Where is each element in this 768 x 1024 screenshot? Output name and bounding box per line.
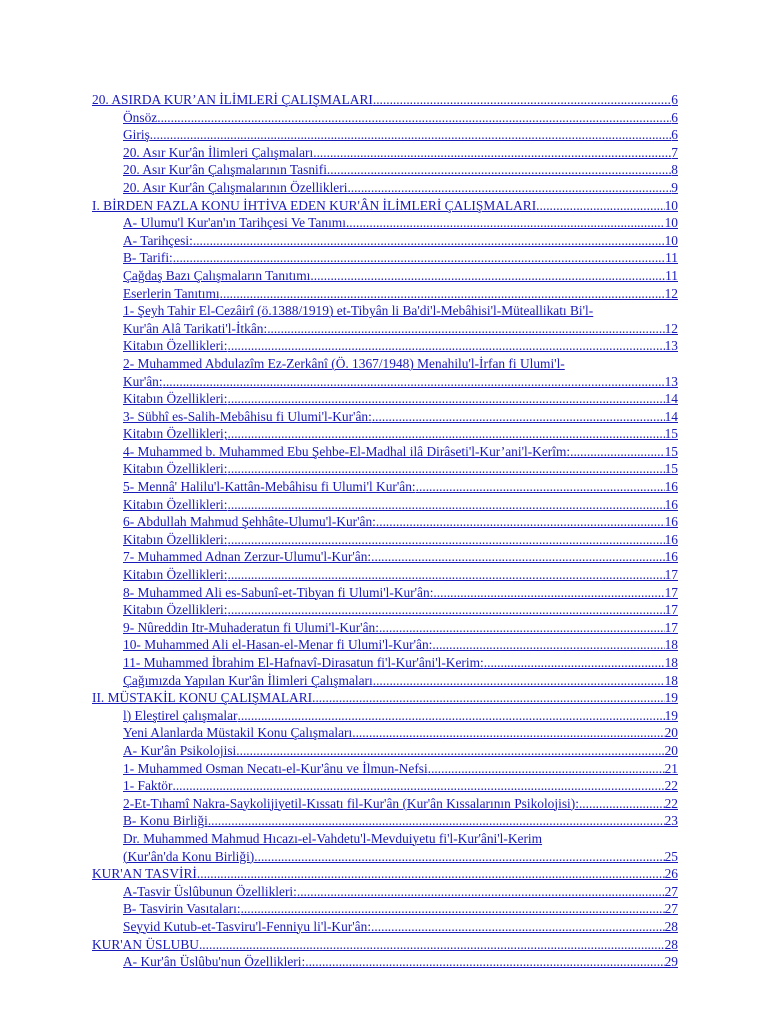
toc-entry-page: 29: [664, 954, 678, 970]
toc-leader-dots: [297, 883, 665, 901]
toc-entry[interactable]: [92, 496, 678, 514]
toc-leader-dots: [484, 654, 665, 672]
toc-entry-title: 3- Sübhî es-Salih-Mebâhisu fi Ulumi'l-Kur'ân:: [123, 408, 372, 424]
toc-entry[interactable]: [92, 285, 678, 303]
toc-entry[interactable]: [92, 830, 678, 848]
toc-leader-dots: [236, 742, 664, 760]
toc-entry-title: 20. Asır Kur'ân Çalışmalarının Tasnifi: [123, 162, 327, 178]
toc-entry[interactable]: [92, 91, 678, 109]
toc-entry-page: 15: [664, 461, 678, 477]
toc-entry-title: Yeni Alanlarda Müstakil Konu Çalışmaları: [123, 725, 353, 741]
toc-entry-page: 23: [664, 813, 678, 829]
toc-entry[interactable]: [92, 197, 678, 215]
toc-entry-page: 14: [664, 408, 678, 424]
toc-entry-title: 6- Abdullah Mahmud Şehhâte-Ulumu'l-Kur'ân:: [123, 514, 376, 530]
toc-entry[interactable]: [92, 812, 678, 830]
toc-entry-page: 18: [664, 655, 678, 670]
toc-entry[interactable]: [92, 249, 678, 267]
toc-entry[interactable]: [92, 355, 678, 373]
toc-entry-page: 11: [665, 250, 678, 266]
toc-entry-page: 17: [664, 619, 678, 635]
toc-entry-title: 8- Muhammed Ali es-Sabunî-et-Tibyan fi Ulumi'l-Kur'ân:: [123, 584, 434, 600]
toc-leader-dots: [371, 548, 664, 566]
toc-entry-page: 18: [664, 637, 678, 653]
toc-entry-page: 8: [671, 162, 678, 178]
toc-entry-title: 20. Asır Kur'ân Çalışmalarının Özellikleri: [123, 179, 348, 195]
toc-leader-dots: [267, 320, 664, 338]
toc-entry[interactable]: [92, 601, 678, 619]
toc-leader-dots: [373, 672, 665, 690]
toc-entry[interactable]: [92, 953, 678, 971]
toc-entry-title: Kitabın Özellikleri:: [123, 496, 228, 512]
toc-leader-dots: [228, 601, 665, 619]
toc-entry-page: 11: [665, 267, 678, 283]
toc-entry[interactable]: [92, 742, 678, 760]
toc-entry-page: 22: [664, 795, 678, 811]
toc-entry[interactable]: [92, 760, 678, 778]
toc-leader-dots: [220, 285, 665, 303]
toc-entry[interactable]: [92, 689, 678, 707]
toc-entry-page: 27: [664, 883, 678, 899]
toc-entry[interactable]: [92, 724, 678, 742]
toc-entry[interactable]: [92, 320, 678, 338]
toc-entry-title: 1- Faktör: [123, 778, 173, 794]
toc-entry-title: B- Konu Birliği: [123, 813, 208, 829]
toc-entry-title: Dr. Muhammed Mahmud Hıcazı-el-Vahdetu'l-Mevduiyetu fi'l-Kur'âni'l-Kerim: [123, 830, 543, 846]
toc-entry-page: 25: [664, 848, 678, 864]
toc-entry-page: 27: [664, 901, 678, 917]
toc-entry-page: 17: [664, 567, 678, 583]
toc-entry[interactable]: [92, 373, 678, 391]
toc-entry-title: I. BİRDEN FAZLA KONU İHTİVA EDEN KUR'ÂN İLİMLERİ ÇALIŞMALARI: [92, 197, 537, 213]
toc-entry-page: 16: [664, 549, 678, 565]
toc-leader-dots: [199, 936, 665, 954]
toc-entry-page: 7: [671, 144, 678, 160]
toc-entry[interactable]: [92, 408, 678, 426]
toc-leader-dots: [228, 566, 665, 584]
toc-leader-dots: [428, 760, 665, 778]
toc-leader-dots: [228, 390, 665, 408]
toc-leader-dots: [312, 689, 665, 707]
toc-leader-dots: [347, 179, 671, 197]
toc-entry-title: A- Ulumu'l Kur'an'ın Tarihçesi Ve Tanımı: [123, 215, 346, 231]
toc-leader-dots: [197, 865, 665, 883]
toc-entry-title: 1- Muhammed Osman Necatı-el-Kur'ânu ve İlmun-Nefsi: [123, 760, 428, 776]
toc-entry[interactable]: [92, 636, 678, 654]
toc-entry[interactable]: [92, 672, 678, 690]
toc-entry[interactable]: [92, 707, 678, 725]
toc-entry-page: 15: [664, 443, 678, 459]
toc-entry[interactable]: [92, 267, 678, 285]
toc-entry[interactable]: [92, 478, 678, 496]
toc-leader-dots: [208, 812, 665, 830]
toc-entry-page: 18: [664, 672, 678, 688]
toc-entry-page: 19: [664, 707, 678, 723]
toc-entry-title: Giriş: [123, 127, 150, 143]
toc-leader-dots: [228, 337, 665, 355]
toc-entry[interactable]: [92, 654, 678, 672]
toc-entry-page: 20: [664, 742, 678, 758]
toc-leader-dots: [432, 636, 664, 654]
toc-entry-title: 9- Nûreddin Itr-Muhaderatun fi Ulumi'l-Kur'ân:: [123, 619, 379, 635]
toc-entry-title: KUR'AN ÜSLUBU: [92, 936, 199, 952]
toc-entry[interactable]: [92, 936, 678, 954]
toc-entry-page: 16: [664, 531, 678, 547]
toc-leader-dots: [173, 249, 665, 267]
toc-leader-dots: [310, 267, 665, 285]
toc-entry-page: 28: [664, 936, 678, 952]
toc-leader-dots: [416, 478, 665, 496]
toc-entry[interactable]: [92, 918, 678, 936]
toc-entry-page: 15: [664, 426, 678, 442]
toc-entry[interactable]: [92, 531, 678, 549]
toc-entry-page: 10: [664, 197, 678, 213]
toc-entry-page: 19: [664, 690, 678, 706]
toc-entry-title: 4- Muhammed b. Muhammed Ebu Şehbe-El-Madhal ilâ Dirâseti'l-Kur’ani'l-Kerîm:: [123, 443, 571, 459]
toc-entry[interactable]: [92, 883, 678, 901]
toc-entry[interactable]: [92, 566, 678, 584]
toc-entry-page: 21: [664, 760, 678, 776]
toc-entry-title: Kitabın Özellikleri:: [123, 338, 228, 354]
toc-leader-dots: [570, 443, 665, 461]
toc-entry-page: 6: [671, 127, 678, 143]
toc-entry-page: 16: [664, 479, 678, 495]
toc-leader-dots: [371, 918, 665, 936]
toc-leader-dots: [373, 91, 671, 109]
toc-entry-title: 20. ASIRDA KUR’AN İLİMLERİ ÇALIŞMALARI: [92, 92, 373, 107]
toc-entry[interactable]: [92, 425, 678, 443]
toc-entry-page: 17: [664, 602, 678, 618]
toc-entry-title: Kur'ân:: [123, 373, 163, 389]
toc-entry-title: 7- Muhammed Adnan Zerzur-Ulumu'l-Kur'ân:: [123, 549, 372, 565]
toc-entry[interactable]: [92, 795, 678, 813]
toc-leader-dots: [346, 214, 665, 232]
toc-entry-title: Kitabın Özellikleri:: [123, 531, 228, 547]
toc-entry[interactable]: [92, 900, 678, 918]
toc-entry[interactable]: [92, 144, 678, 162]
toc-leader-dots: [536, 197, 664, 215]
toc-leader-dots: [372, 408, 665, 426]
toc-entry[interactable]: [92, 443, 678, 461]
toc-entry-page: 16: [664, 496, 678, 512]
toc-entry-title: II. MÜSTAKİL KONU ÇALIŞMALARI: [92, 690, 313, 706]
toc-entry-title: 2-Et-Tıhamî Nakra-Saykolijiyetil-Kıssatı fil-Kur'ân (Kur'ân Kıssalarının Psikolojisi):: [123, 795, 579, 811]
toc-entry[interactable]: [92, 584, 678, 602]
toc-entry-title: 11- Muhammed İbrahim El-Hafnavî-Dirasatun fi'l-Kur'âni'l-Kerim:: [123, 655, 484, 670]
toc-leader-dots: [379, 619, 665, 637]
toc-leader-dots: [228, 425, 665, 443]
toc-leader-dots: [433, 584, 664, 602]
toc-entry-title: Kitabın Özellikleri:: [123, 391, 228, 407]
toc-entry-title: B- Tarifi:: [123, 250, 173, 266]
toc-entry-title: l) Eleştirel çalışmalar: [123, 707, 238, 723]
toc-entry[interactable]: [92, 390, 678, 408]
toc-entry-page: 6: [671, 92, 678, 107]
toc-entry-title: 5- Mennâ' Halilu'l-Kattân-Mebâhisu fi Ulumi'l Kur'ân:: [123, 479, 416, 495]
toc-entry-title: Kur'ân Alâ Tarikati'l-İtkân:: [123, 320, 268, 336]
toc-entry-page: 26: [664, 866, 678, 882]
toc-leader-dots: [579, 795, 665, 813]
toc-entry-title: Kitabın Özellikleri:: [123, 567, 228, 583]
toc-entry[interactable]: [92, 179, 678, 197]
toc-entry[interactable]: [92, 109, 678, 127]
toc-entry-title: Eserlerin Tanıtımı: [123, 285, 220, 301]
toc-entry-page: 10: [664, 232, 678, 248]
toc-entry-page: 20: [664, 725, 678, 741]
toc-leader-dots: [228, 531, 665, 549]
toc-entry-title: Seyyid Kutub-et-Tasviru'l-Fenniyu li'l-Kur'ân:: [123, 918, 372, 934]
toc-leader-dots: [305, 953, 664, 971]
toc-entry[interactable]: [92, 513, 678, 531]
toc-entry-page: 22: [664, 778, 678, 794]
toc-entry-title: A- Tarihçesi:: [123, 232, 193, 248]
toc-entry-title: Kitabın Özellikleri;: [123, 426, 228, 442]
toc-leader-dots: [228, 460, 665, 478]
toc-entry[interactable]: [92, 460, 678, 478]
toc-entry[interactable]: [92, 848, 678, 866]
toc-entry-page: 9: [671, 179, 678, 195]
toc-entry-title: KUR'AN TASVİRİ: [92, 866, 197, 882]
toc-entry-title: Önsöz: [123, 109, 158, 125]
toc-entry[interactable]: [92, 777, 678, 795]
toc-entry[interactable]: [92, 214, 678, 232]
toc-entry-title: A- Kur'ân Psikolojisi: [123, 742, 237, 758]
toc-entry[interactable]: [92, 548, 678, 566]
toc-entry-title: 2- Muhammed Abdulazîm Ez-Zerkânî (Ö. 1367/1948) Menahilu'l-İrfan fi Ulumi'l-: [123, 355, 565, 371]
toc-entry[interactable]: [92, 865, 678, 883]
toc-leader-dots: [376, 513, 665, 531]
toc-leader-dots: [352, 724, 664, 742]
toc-leader-dots: [313, 144, 671, 162]
toc-entry-title: Kitabın Özellikleri:: [123, 461, 228, 477]
toc-entry-title: A- Kur'ân Üslûbu'nun Özellikleri:: [123, 954, 306, 970]
toc-entry[interactable]: [92, 126, 678, 144]
toc-entry-page: 17: [664, 584, 678, 600]
toc-leader-dots: [254, 848, 664, 866]
toc-leader-dots: [193, 232, 665, 250]
toc-entry-title: Çağımızda Yapılan Kur'ân İlimleri Çalışmaları: [123, 672, 373, 688]
toc-leader-dots: [150, 126, 672, 144]
toc-entry-title: 10- Muhammed Ali el-Hasan-el-Menar fi Ulumi'l-Kur'ân:: [123, 637, 433, 653]
toc-leader-dots: [163, 373, 665, 391]
toc-leader-dots: [241, 900, 665, 918]
toc-leader-dots: [157, 109, 671, 127]
toc-entry-page: 6: [671, 109, 678, 125]
toc-entry-page: 13: [664, 338, 678, 354]
toc-entry-page: 28: [664, 918, 678, 934]
toc-leader-dots: [238, 707, 665, 725]
toc-entry-title: B- Tasvirin Vasıtaları:: [123, 901, 241, 917]
toc-entry-title: Çağdaş Bazı Çalışmaların Tanıtımı: [123, 267, 311, 283]
toc-entry-page: 12: [664, 320, 678, 336]
toc-entry-title: 1- Şeyh Tahir El-Cezâirî (ö.1388/1919) et-Tibyân li Ba'di'l-Mebâhisi'l-Müteallikatı Bi'l-: [123, 303, 594, 319]
toc-entry[interactable]: [92, 337, 678, 355]
toc-leader-dots: [228, 496, 665, 514]
toc-entry-page: 16: [664, 514, 678, 530]
toc-entry[interactable]: [92, 302, 678, 320]
toc-leader-dots: [172, 777, 664, 795]
toc-entry-page: 13: [664, 373, 678, 389]
toc-entry-title: (Kur'ân'da Konu Birliği): [123, 848, 255, 864]
toc-entry[interactable]: [92, 619, 678, 637]
table-of-contents: [92, 91, 678, 971]
toc-entry-page: 14: [664, 391, 678, 407]
toc-entry-page: 10: [664, 215, 678, 231]
toc-entry[interactable]: [92, 161, 678, 179]
toc-entry[interactable]: [92, 232, 678, 250]
toc-entry-page: 12: [664, 285, 678, 301]
toc-leader-dots: [327, 161, 671, 179]
toc-entry-title: 20. Asır Kur'ân İlimleri Çalışmaları: [123, 144, 314, 160]
toc-entry-title: Kitabın Özellikleri:: [123, 602, 228, 618]
toc-entry-title: A-Tasvir Üslûbunun Özellikleri:: [123, 883, 297, 899]
